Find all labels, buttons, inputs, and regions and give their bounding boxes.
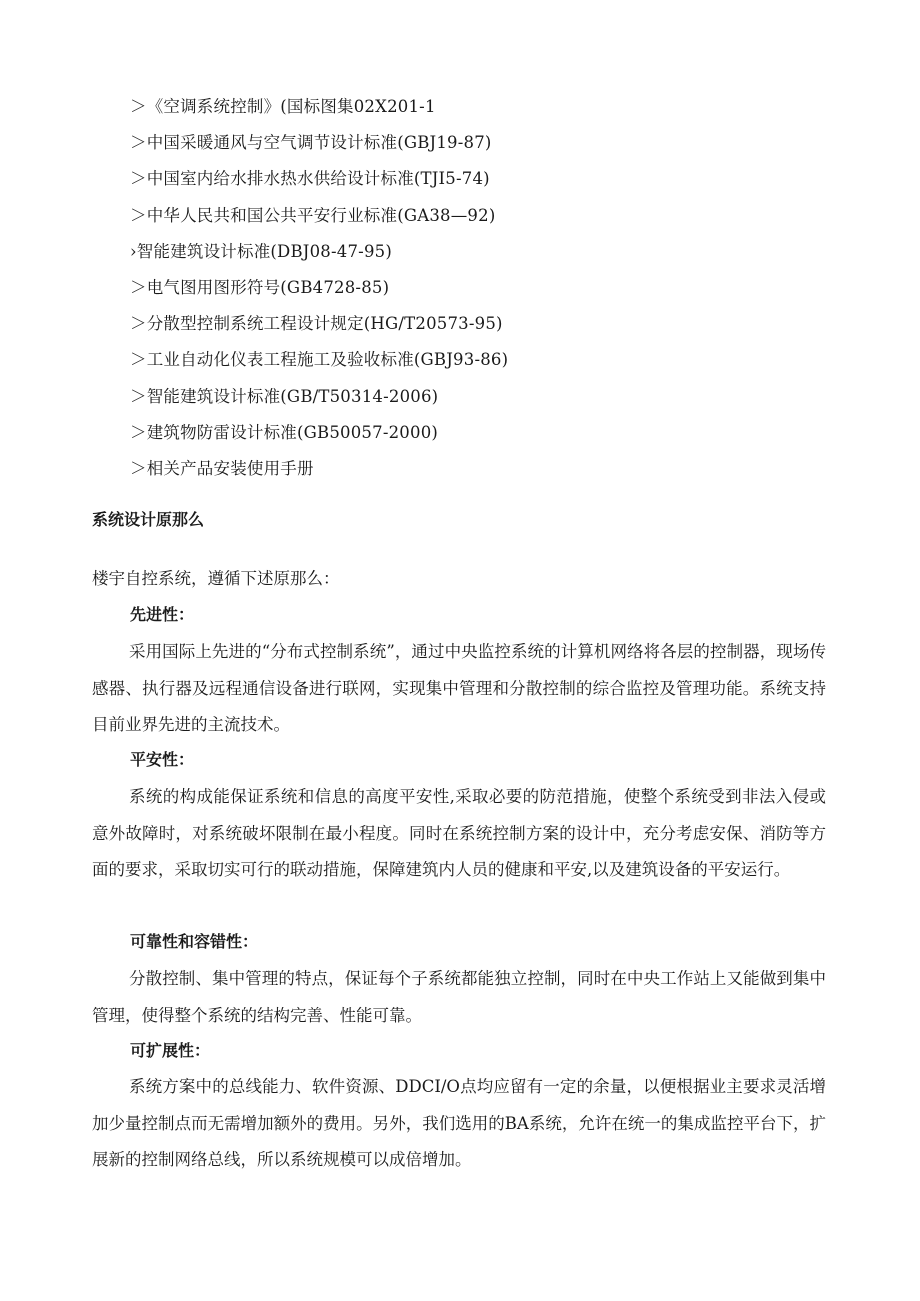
reference-item: ＞相关产品安装使用手册 [130, 458, 314, 478]
paragraph-advanced: 采用国际上先进的“分布式控制系统”，通过中央监控系统的计算机网络将各层的控制器，现场传感器、执行器及远程通信设备进行联网，实现集中管理和分散控制的综合监控及管理功能。系统支持目前业界先进的主流技术。 [92, 642, 826, 734]
subheading-scalability: 可扩展性： [130, 1041, 211, 1060]
paragraph-reliability: 分散控制、集中管理的特点，保证每个子系统都能独立控制，同时在中央工作站上又能做到集中管理，使得整个系统的结构完善、性能可靠。 [92, 969, 826, 1025]
reference-item: ＞智能建筑设计标准(GB/T50314-2006) [130, 386, 439, 406]
reference-item: ＞建筑物防雷设计标准(GB50057-2000) [130, 422, 439, 442]
reference-item: ＞工业自动化仪表工程施工及验收标准(GBJ93-86) [130, 350, 509, 370]
reference-item: ＞中国室内给水排水热水供给设计标准(TJI5-74) [130, 169, 490, 189]
reference-item: ＞电气图用图形符号(GB4728-85) [130, 277, 390, 297]
intro-paragraph: 楼宇自控系统，遵循下述原那么： [92, 569, 340, 588]
reference-item: ＞中华人民共和国公共平安行业标准(GA38—92) [130, 205, 496, 225]
reference-item: ＞分散型控制系统工程设计规定(HG/T20573-95) [130, 314, 503, 334]
subheading-security: 平安性： [130, 750, 195, 769]
section-heading: 系统设计原那么 [92, 510, 205, 529]
paragraph-security: 系统的构成能保证系统和信息的高度平安性,采取必要的防范措施，使整个系统受到非法入侵或意外故障时，对系统破坏限制在最小程度。同时在系统控制方案的设计中，充分考虑安保、消防等方面的要求，采取切实可行的联动措施，保障建筑内人员的健康和平安,以及建筑设备的平安运行。 [92, 787, 826, 879]
reference-item: ›智能建筑设计标准(DBJ08-47-95) [130, 241, 392, 261]
subheading-reliability: 可靠性和容错性： [130, 932, 259, 951]
reference-standards-list [130, 92, 508, 490]
subheading-advanced: 先进性： [130, 605, 195, 624]
reference-item: ＞《空调系统控制》(国标图集02X201-1 [130, 97, 436, 116]
reference-item: ＞中国采暖通风与空气调节设计标准(GBJ19-87) [130, 133, 492, 153]
paragraph-scalability: 系统方案中的总线能力、软件资源、DDCI/O点均应留有一定的余量，以便根据业主要求灵活增加少量控制点而无需增加额外的费用。另外，我们选用的BA系统，允许在统一的集成监控平台下，扩展新的控制网络总线，所以系统规模可以成倍增加。 [92, 1077, 826, 1169]
